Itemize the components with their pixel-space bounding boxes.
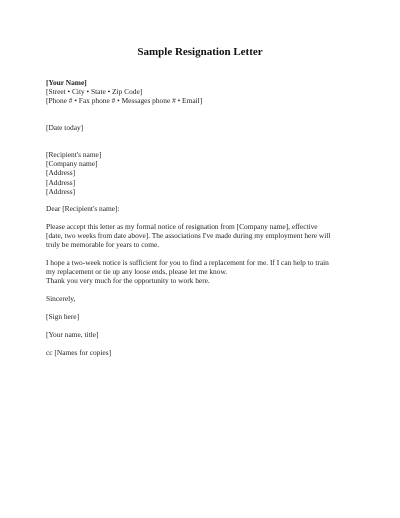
paragraph-line: Thank you very much for the opportunity to work here. [46, 276, 210, 286]
recipient-name: [Recipient's name] [46, 150, 102, 159]
letter-date: [Date today] [46, 123, 84, 132]
recipient-address-line: [Address] [46, 186, 76, 196]
signature-placeholder: [Sign here] [46, 312, 80, 321]
paragraph-line: I hope a two-week notice is sufficient for you to find a replacement for me. If I can help to train [46, 258, 329, 267]
closing-block [46, 294, 351, 303]
sender-address: [Street • City • State • Zip Code] [46, 87, 143, 97]
sender-block [46, 78, 351, 106]
salutation-block [46, 204, 351, 213]
recipient-block [46, 150, 351, 196]
letter-title: Sample Resignation Letter [137, 46, 263, 58]
name-title: [Your name, title] [46, 330, 99, 339]
name-title-block [46, 330, 351, 339]
recipient-company: [Company name] [46, 159, 98, 169]
recipient-address-line: [Address] [46, 168, 76, 178]
body-paragraph-1 [46, 222, 351, 250]
paragraph-line: [date, two weeks from date above]. The associations I've made during my employment here will [46, 231, 331, 241]
signature-block [46, 312, 351, 321]
closing: Sincerely, [46, 294, 76, 303]
cc-block [46, 348, 351, 357]
cc-line: cc [Names for copies] [46, 348, 112, 357]
salutation: Dear [Recipient's name]: [46, 204, 120, 213]
paragraph-line: Please accept this letter as my formal notice of resignation from [Company name], effective [46, 222, 318, 231]
paragraph-line: my replacement or tie up any loose ends, please let me know. [46, 267, 228, 277]
sender-contact: [Phone # • Fax phone # • Messages phone # • Email] [46, 96, 203, 106]
sender-name: [Your Name] [46, 78, 87, 87]
recipient-address-line: [Address] [46, 177, 76, 187]
paragraph-line: truly be memorable for years to come. [46, 240, 160, 250]
date-block [46, 123, 351, 132]
body-paragraph-2 [46, 258, 351, 286]
